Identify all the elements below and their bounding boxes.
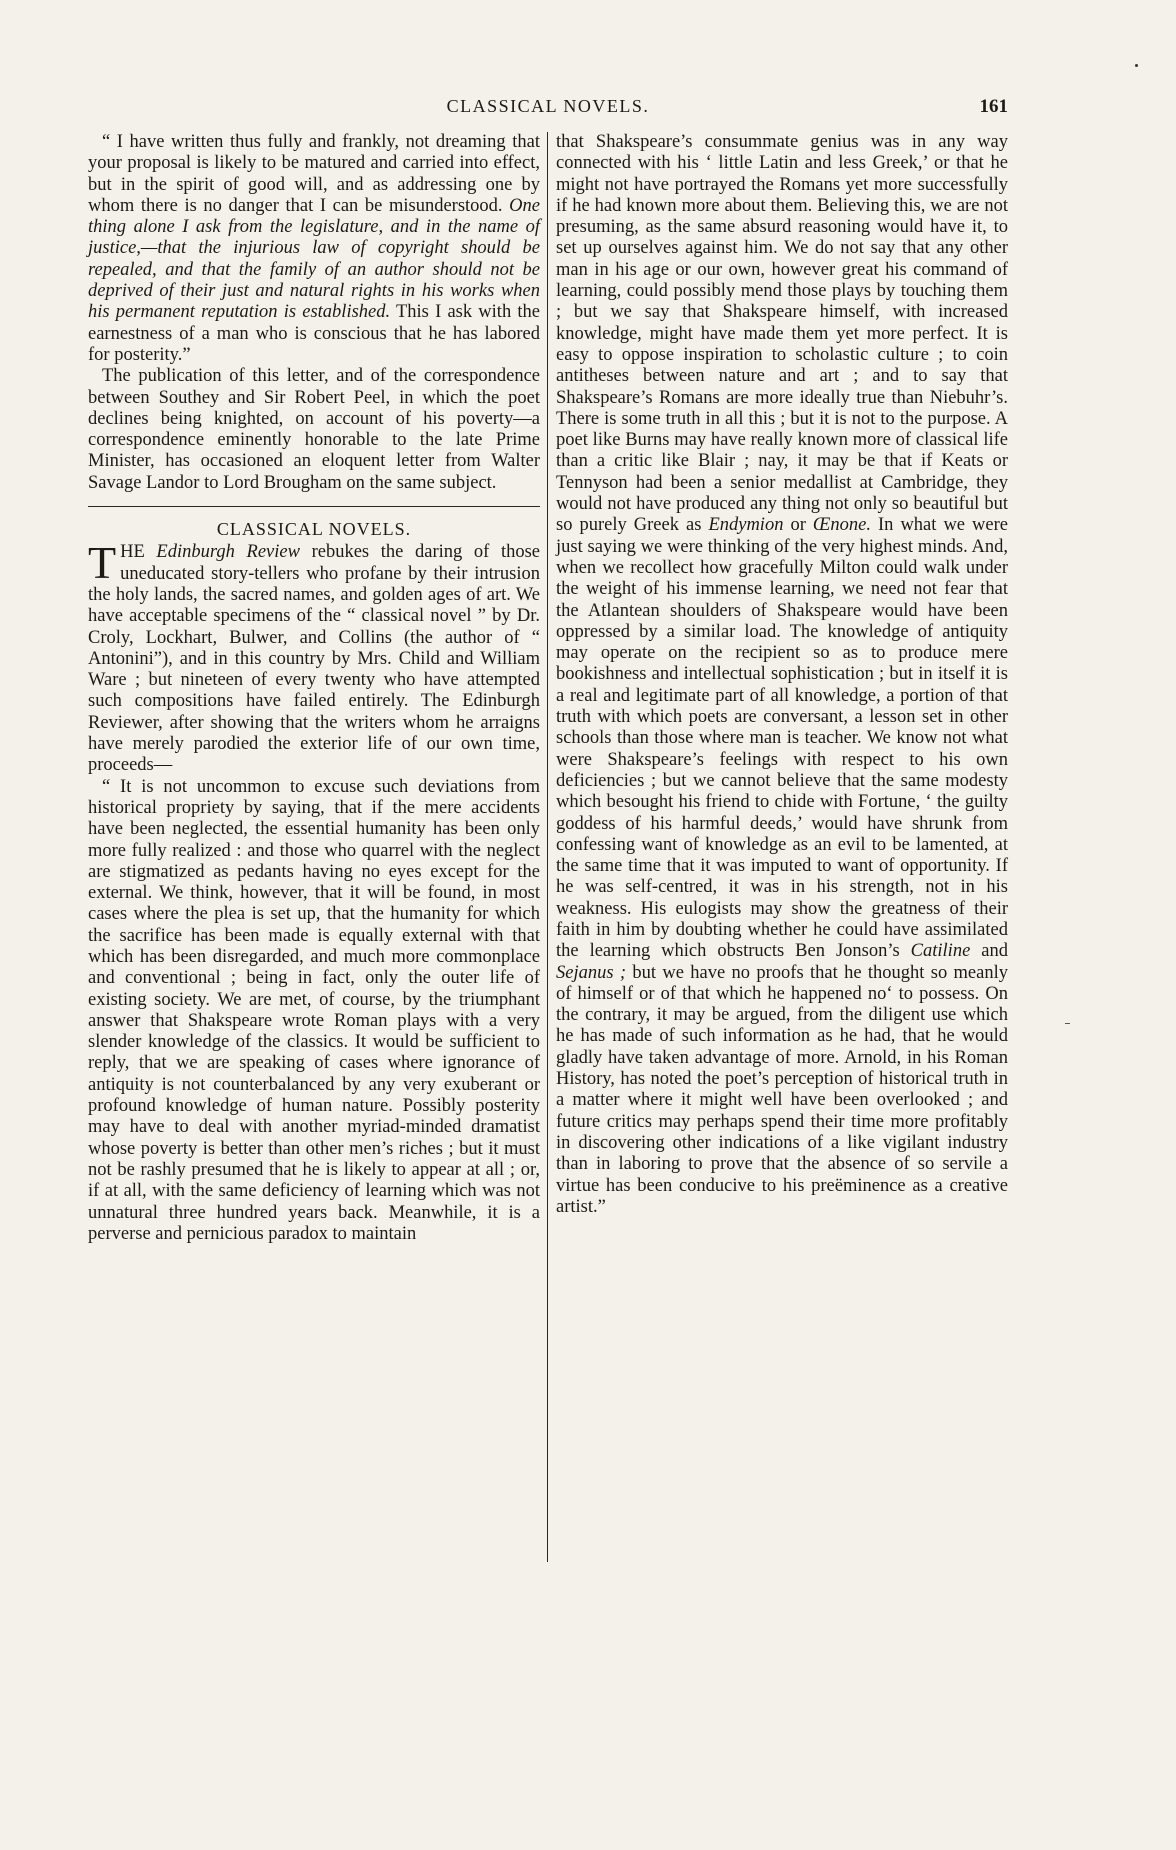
drop-cap: T bbox=[88, 537, 117, 589]
italic-oenone: Œnone. bbox=[812, 515, 871, 536]
running-head bbox=[88, 96, 1008, 132]
italic-catiline: Catiline bbox=[910, 941, 971, 962]
page-number: 161 bbox=[979, 96, 1008, 117]
continued-text-4: and bbox=[970, 941, 1008, 962]
running-title: CLASSICAL NOVELS. bbox=[446, 96, 650, 116]
review-quote-continued bbox=[556, 132, 1008, 1218]
article-lead: HE bbox=[120, 542, 157, 563]
two-column-body bbox=[88, 132, 1008, 1562]
section-rule bbox=[88, 506, 540, 507]
quote-italic-plea: One thing alone I ask from the legislature, and in the name of justice,—that the injurious law of copyright should be repealed, and that the family of an author should not be deprived of their just and natural rights in his works when his permanent reputation is established. bbox=[88, 195, 540, 323]
continued-text-2: or bbox=[783, 515, 813, 536]
article-opening-paragraph bbox=[88, 537, 540, 776]
scan-speck-2 bbox=[1065, 1023, 1070, 1024]
italic-sejanus: Sejanus ; bbox=[556, 962, 627, 983]
quote-intro: “ I have written thus fully and frankly, not dreaming that your proposal is likely to be matured and carried into effect, but in the spirit of good will, and as addressing one by whom there is no danger that I can be misunderstood. bbox=[88, 132, 540, 216]
quote-outro: This I ask with the earnestness of a man who is conscious that he has labored for posterity.” bbox=[88, 302, 540, 365]
continued-text-3: In what we were just saying we were thinking of the very highest minds. And, when we recollect how gracefully Milton could walk under the weight of his immense learning, we need not fear that the Atlantean shoulders of Shakspeare would have been oppressed by a similar load. The knowledge of antiquity may operate on the recipient so as to produce mere bookishness and intellectual sophistication ; but in itself it is a real and legitimate part of all knowledge, a portion of that truth with which poets are conversant, a lesson set in other schools than those where man is teacher. We know not what were Shakspeare’s feelings with respect to his own deficiencies ; but we cannot believe that the same modesty which besought his friend to chide with Fortune, ‘ the guilty goddess of his harmful deeds,’ would have shrunk from confessing want of knowledge as an evil to be lamented, at the same time that it was imputed to want of opportunity. If he was self-centred, it was in his strength, not in his weakness. His eulogists may show the greatness of their faith in him by doubting whether he could have assimilated the learning which obstructs Ben Jonson’s bbox=[556, 515, 1008, 962]
scan-speck bbox=[1135, 64, 1138, 67]
continued-text-5: but we have no proofs that he thought so meanly of himself or of that which he happened no‘ to possess. On the contrary, it may be argued, from the diligent use which he has made of such information as he had, that he would gladly have taken advantage of more. Arnold, in his Roman History, has noted the poet’s perception of historical truth in a matter where it might well have been overlooked ; and future critics may perhaps spend their time more profitably in discovering other indications of a like vigilant industry than in laboring to prove that the absence of so servile a virtue has been conducive to his preëminence as a creative artist.” bbox=[556, 962, 1008, 1217]
italic-endymion: Endymion bbox=[708, 515, 784, 536]
article-body: rebukes the daring of those uneducated story-tellers who profane by their intrusion the holy lands, the sacred names, and golden ages of art. We have acceptable specimens of the “ classical novel ” by Dr. Croly, Lockhart, Bulwer, and Collins (the author of “ Antonini”), and in this country by Mrs. Child and William Ware ; but nineteen of every twenty who have attempted such compositions have failed entirely. The Edinburgh Reviewer, after showing that the writers whom he arraigns have merely parodied the exterior life of our own time, proceeds— bbox=[88, 542, 540, 776]
page bbox=[88, 96, 1008, 1562]
publication-paragraph: The publication of this letter, and of the correspondence between Southey and Sir Robert Peel, in which the poet declines being knighted, on account of his poverty—a correspondence eminently honorable to the late Prime Minister, has occasioned an eloquent letter from Walter Savage Landor to Lord Brougham on the same subject. bbox=[88, 366, 540, 493]
section-heading: CLASSICAL NOVELS. bbox=[216, 519, 412, 540]
column-divider bbox=[540, 132, 556, 1562]
copyright-letter-quote bbox=[88, 132, 540, 366]
continued-text-1: that Shakspeare’s consummate genius was in any way connected with his ‘ little Latin and less Greek,’ or that he might not have portrayed the Romans yet more successfully if he had known more about them. Believing this, we are not presuming, as the same absurd reasoning would have it, to set up ourselves against him. We do not say that any other man in his age or our own, however great his command of learning, could possibly mend those plays by touching them ; but we say that Shakspeare himself, with increased knowledge, might have made them yet more perfect. It is easy to oppose inspiration to scholastic culture ; to coin antitheses between nature and art ; and to say that Shakspeare’s Romans are more ideally true than Niebuhr’s. There is some truth in all this ; but it is not to the purpose. A poet like Burns may have really known more of classical life than a critic like Blair ; nay, it may be that if Keats or Tennyson had been a senior medallist at Cambridge, they would not have produced any thing not only so beautiful but so purely Greek as bbox=[556, 132, 1008, 536]
left-column bbox=[88, 132, 540, 1245]
article-review-title: Edinburgh Review bbox=[156, 542, 300, 563]
right-column bbox=[556, 132, 1008, 1218]
review-quote: “ It is not uncommon to excuse such deviations from historical propriety by saying, that if the mere accidents have been neglected, the essential humanity has been only more fully realized : and those who quarrel with the neglect are stigmatized as pedants having no eyes except for the external. We think, however, that it will be found, in most cases where the plea is set up, that the humanity for which the sacrifice has been made is equally external with that which has been disregarded, and much more commonplace and conventional ; being in fact, only the outer life of existing society. We are met, of course, by the triumphant answer that Shakspeare wrote Roman plays with a very slender knowledge of the classics. It would be sufficient to reply, that we are speaking of cases where ignorance of antiquity is not counterbalanced by any very exuberant or profound knowledge of human nature. Possibly posterity may have to deal with another myriad-minded dramatist whose poverty is better than other men’s riches ; but it must not be rashly presumed that he is likely to appear at all ; or, if at all, with the same deficiency of learning which was not unnatural three hundred years back. Meanwhile, it is a perverse and pernicious paradox to maintain bbox=[88, 776, 540, 1244]
